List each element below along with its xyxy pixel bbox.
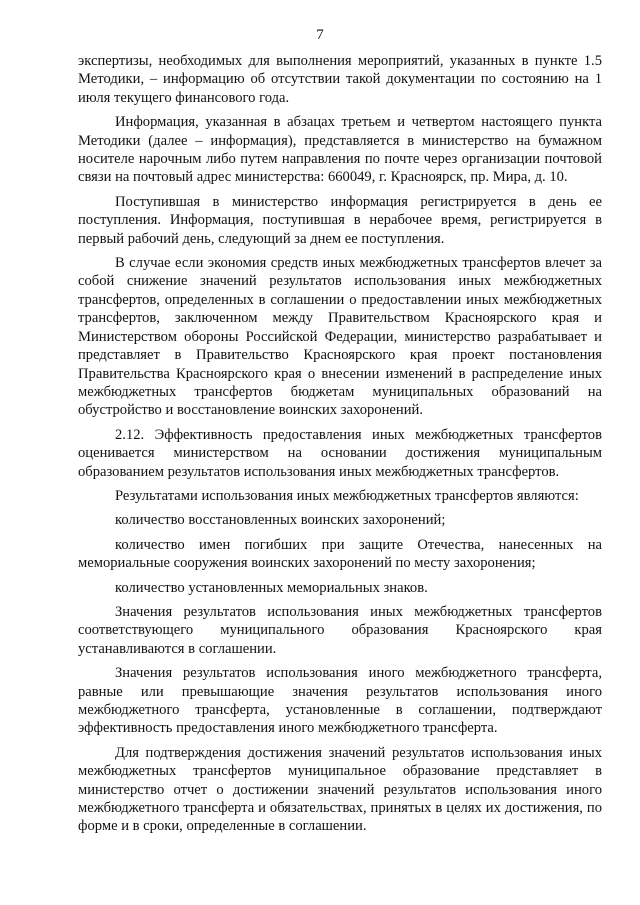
document-body — [78, 52, 602, 836]
paragraph-savings-case: В случае если экономия средств иных межбюджетных трансфертов влечет за собой снижение значений результатов использования иных межбюджетных трансфертов, определенных в соглашении о предоставлении иных межбюджетных трансфертов, заключенном между Правительством Красноярского края и Министерством обороны Российской Федерации, министерство разрабатывает и представляет в Правительство Красноярского края проект постановления Правительства Красноярского края о внесении изменений в распределение иных межбюджетных трансфертов бюджетам муниципальных образований на обустройство и восстановление воинских захоронений. — [78, 255, 602, 419]
paragraph-values-in-agreement: Значения результатов использования иных межбюджетных трансфертов соответствующего муниципального образования Красноярского края устанавливаются в соглашении. — [78, 603, 602, 657]
list-item-restored-burials: количество восстановленных воинских захоронений; — [115, 512, 446, 529]
paragraph-registration: Поступившая в министерство информация регистрируется в день ее поступления. Информация, поступившая в нерабочее время, регистрируется в первый рабочий день, следующий за днем ее поступления. — [78, 193, 602, 247]
paragraph-results-intro: Результатами использования иных межбюджетных трансфертов являются: — [115, 487, 579, 504]
list-item-memorial-signs: количество установленных мемориальных знаков. — [115, 579, 428, 596]
paragraph-values-confirm-effectiveness: Значения результатов использования иного межбюджетного трансферта, равные или превышающие значения результатов использования иного межбюджетного трансферта, установленные в соглашении, подтверждают эффективность предоставления иного межбюджетного трансферта. — [78, 665, 602, 737]
page-number: 7 — [316, 27, 324, 43]
paragraph-continuation: экспертизы, необходимых для выполнения мероприятий, указанных в пункте 1.5 Методики, – информацию об отсутствии такой документации по состоянию на 1 июля текущего финансового года. — [78, 53, 602, 106]
list-item-names-applied: количество имен погибших при защите Отечества, нанесенных на мемориальные сооружения воинских захоронений по месту захоронения; — [78, 536, 602, 572]
paragraph-report-submission: Для подтверждения достижения значений результатов использования иных межбюджетных трансфертов муниципальное образование представляет в министерство отчет о достижении значений результатов использования иного межбюджетного трансферта и обязательствах, принятых в целях их достижения, по форме и в сроки, определенные в соглашении. — [78, 744, 602, 835]
paragraph-2-12-effectiveness: 2.12. Эффективность предоставления иных межбюджетных трансфертов оценивается министерством на основании достижения муниципальным образованием результатов использования иных межбюджетных трансфертов. — [78, 426, 602, 480]
paragraph-information-submission: Информация, указанная в абзацах третьем и четвертом настоящего пункта Методики (далее – информация), представляется в министерство на бумажном носителе нарочным либо путем направления по почте через организации почтовой связи на почтовый адрес министерства: 660049, г. Красноярск, пр. Мира, д. 10. — [78, 114, 602, 186]
